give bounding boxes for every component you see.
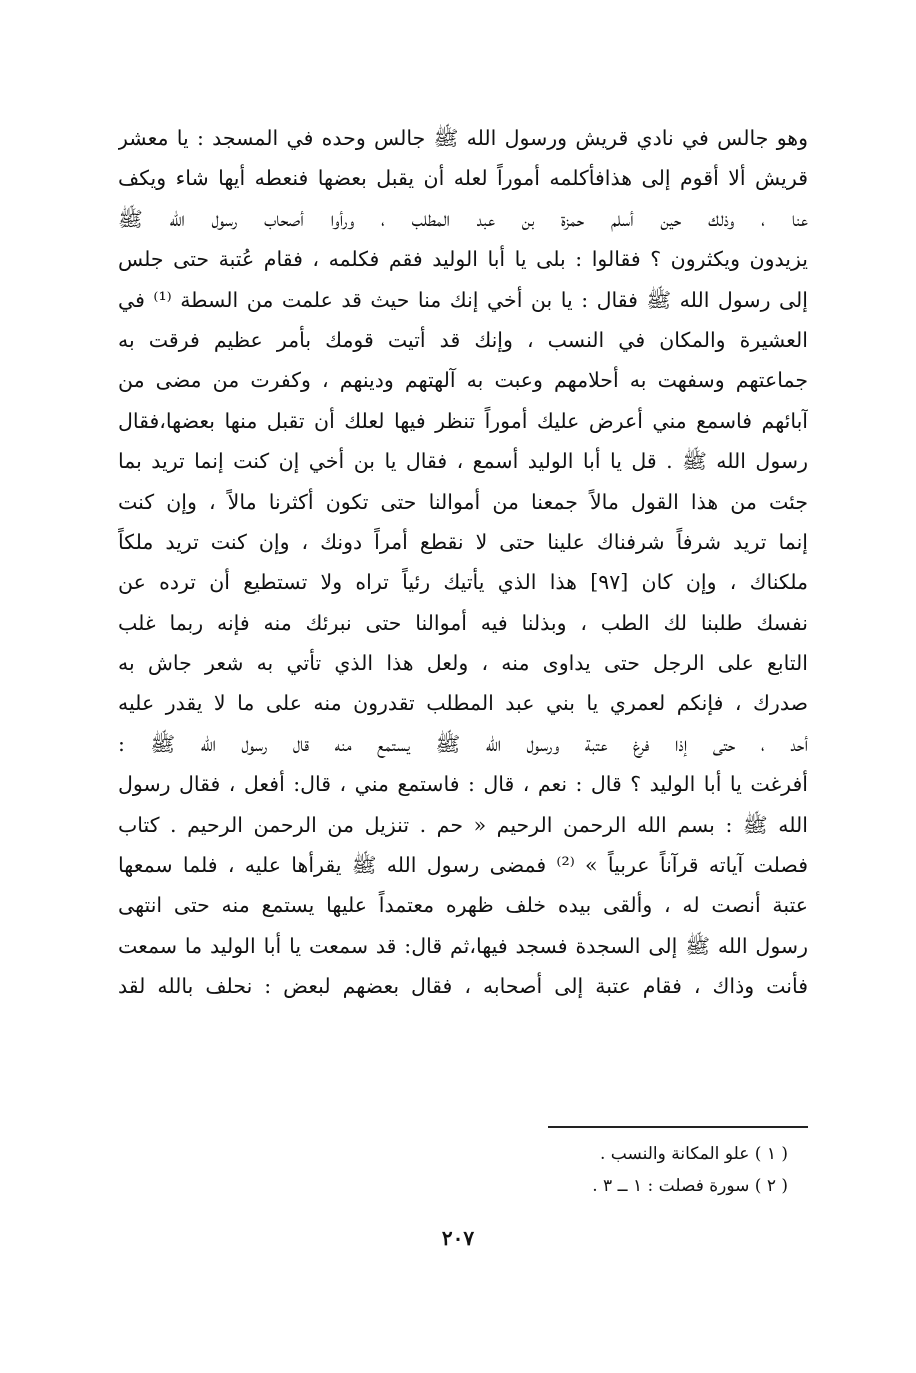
footnote-2: ( ٢ ) سورة فصلت : ١ ــ ٣ . <box>592 1176 788 1196</box>
text-line: صدرك ، فإنكم لعمري يا بني عبد المطلب تقدرون منه على ما لا يقدر عليه <box>118 691 808 716</box>
text-line: العشيرة والمكان في النسب ، وإنك قد أتيت قومك بأمر عظيم فرقت به <box>118 327 808 352</box>
page-number: ٢٠٧ <box>441 1226 475 1250</box>
text-line: آبائهم فاسمع مني أعرض عليك أموراً تنظر فيها لعلك أن تقبل منها بعضها،فقال <box>118 408 808 433</box>
text-line: أحد ، حتى إذا فرغ عتبة ورسول الله ﷺ يستمع منه قال رسول الله ﷺ : <box>118 731 808 756</box>
text-line: أفرغت يا أبا الوليد ؟ قال : نعم ، قال : فاستمع مني ، قال: أفعل ، فقال رسول <box>118 772 808 797</box>
text-line: فأنت وذاك ، فقام عتبة إلى أصحابه ، فقال بعضهم لبعض : نحلف بالله لقد <box>118 974 808 999</box>
text-line: قريش ألا أقوم إلى هذافأكلمه أموراً لعله أن يقبل بعضها فنعطه أيها شاء ويكف <box>118 166 808 191</box>
text-line: رسول الله ﷺ إلى السجدة فسجد فيها،ثم قال: قد سمعت يا أبا الوليد ما سمعت <box>118 933 808 958</box>
text-line: وهو جالس في نادي قريش ورسول الله ﷺ جالس وحده في المسجد : يا معشر <box>118 126 808 150</box>
text-line: التابع على الرجل حتى يداوى منه ، ولعل هذا الذي تأتي به شعر جاش به <box>118 651 808 676</box>
text-line: عنا ، وذلك حين أسلم حمزة بن عبد المطلب ، ورأوا أصحاب رسول الله ﷺ <box>118 206 808 231</box>
text-line: رسول الله ﷺ . قل يا أبا الوليد أسمع ، فقال يا بن أخي إن كنت إنما تريد بما <box>118 449 808 474</box>
footnote-1: ( ١ ) علو المكانة والنسب . <box>599 1144 788 1164</box>
text-line: ملكناك ، وإن كان [٩٧] هذا الذي يأتيك رئياً تراه ولا تستطيع أن ترده عن <box>118 570 808 595</box>
text-line: عتبة أنصت له ، وألقى بيده خلف ظهره معتمداً عليها يستمع منه حتى انتهى <box>118 893 808 918</box>
text-line: جماعتهم وسفهت به أحلامهم وعبت به آلهتهم ودينهم ، وكفرت من مضى من <box>118 368 808 393</box>
footnote-separator <box>548 1126 808 1128</box>
text-line: إلى رسول الله ﷺ فقال : يا بن أخي إنك منا حيث قد علمت من السطة ⁽¹⁾ في <box>118 287 808 312</box>
text-line: يزيدون ويكثرون ؟ فقالوا : بلى يا أبا الوليد فقم فكلمه ، فقام عُتبة حتى جلس <box>118 247 808 272</box>
text-line: نفسك طلبنا لك الطب ، وبذلنا فيه أموالنا حتى نبرئك منه فإنه ربما غلب <box>118 610 808 635</box>
footnotes <box>488 1138 788 1202</box>
text-line: جئت من هذا القول مالاً جمعنا من أموالنا حتى تكون أكثرنا مالاً ، وإن كنت <box>118 489 808 514</box>
main-text-block <box>118 118 808 1007</box>
text-line: فصلت آياته قرآناً عربياً » ⁽²⁾ فمضى رسول الله ﷺ يقرأها عليه ، فلما سمعها <box>118 853 808 878</box>
text-line: الله ﷺ : بسم الله الرحمن الرحيم « حم . تنزيل من الرحمن الرحيم . كتاب <box>118 812 808 837</box>
text-line: إنما تريد شرفاً شرفناك علينا حتى لا نقطع أمراً دونك ، وإن كنت تريد ملكاً <box>118 529 808 554</box>
